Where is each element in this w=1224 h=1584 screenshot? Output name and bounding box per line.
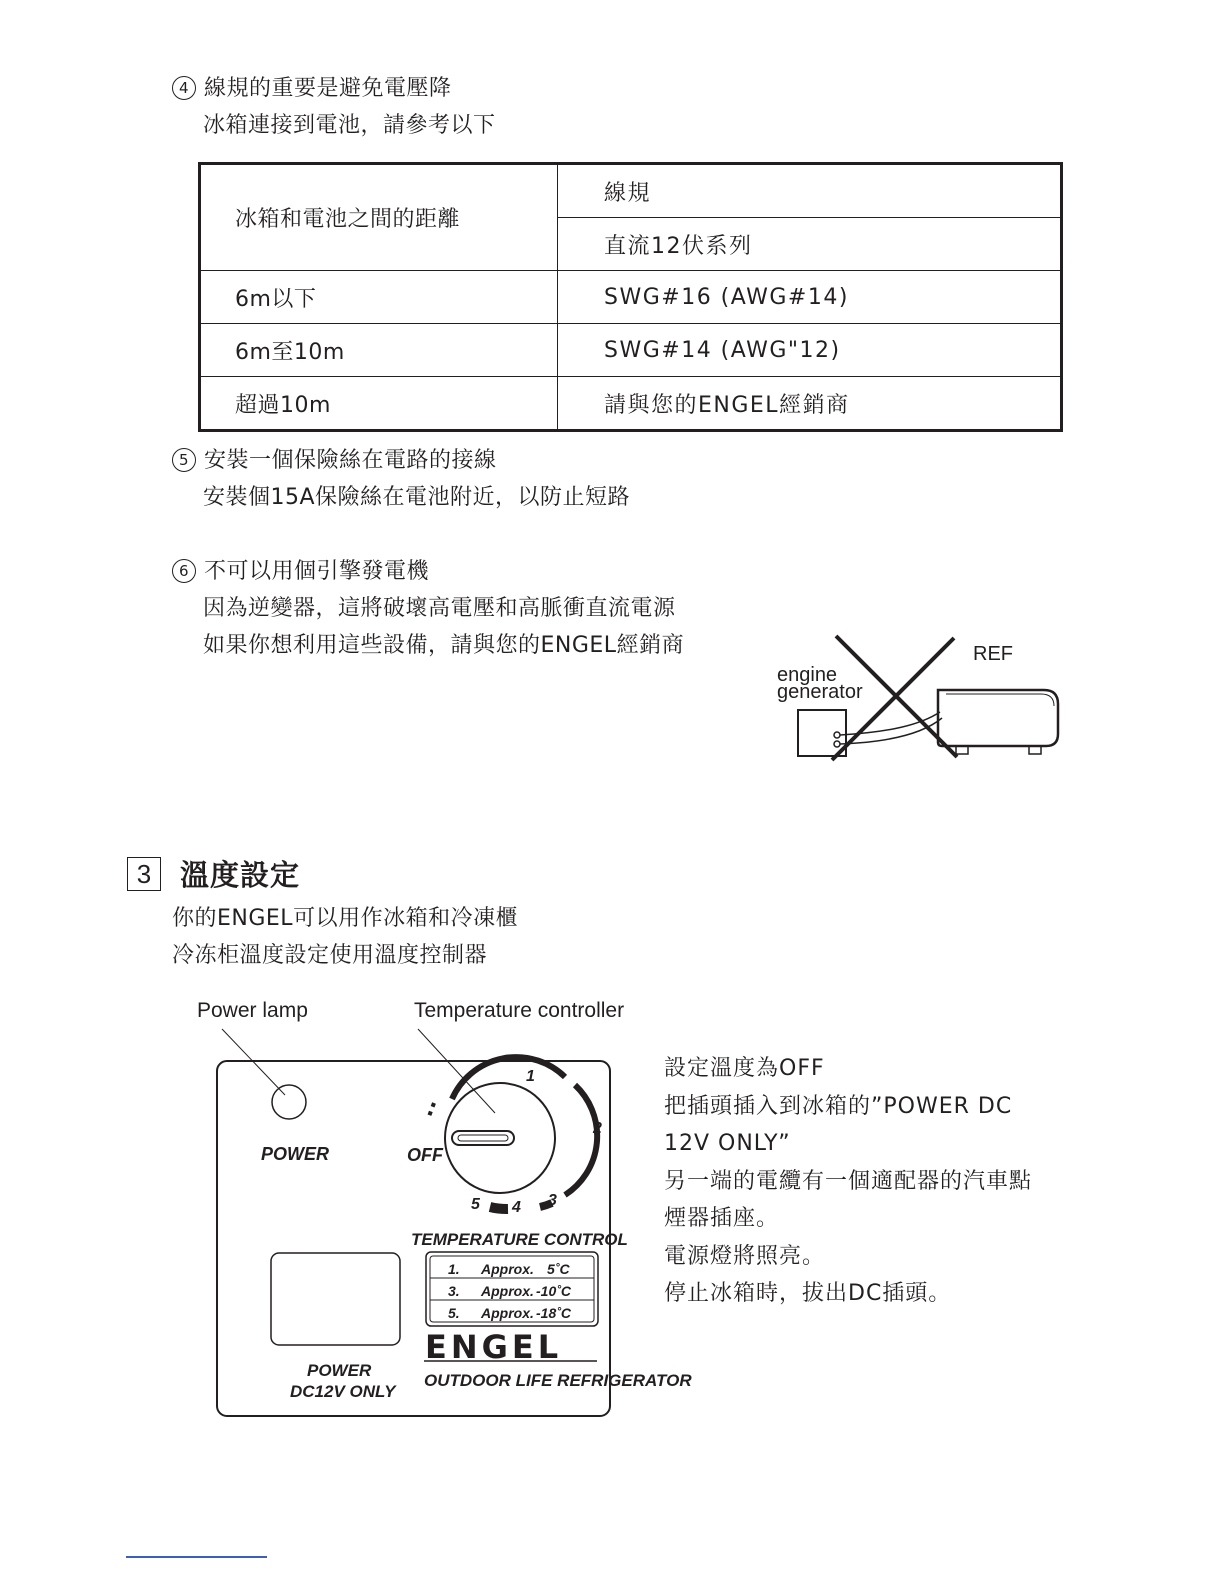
temperature-knob[interactable] [445,1083,555,1193]
approx-n: 5. [448,1305,460,1321]
temp-control-title: TEMPERATURE CONTROL [411,1230,628,1249]
item4-text: 冰箱連接到電池，請參考以下 [203,113,496,138]
approx-value: 5˚C [547,1261,570,1277]
table-row [200,271,1062,324]
off-label: OFF [407,1145,443,1165]
dial-mark: 3 [548,1192,557,1209]
item4-number: 4 [172,76,196,100]
section-title: 溫度設定 [180,858,301,892]
control-panel-diagram [190,995,692,1425]
instruction-line: 12V ONLY” [664,1131,791,1156]
table-header-dc12v: 直流12伏系列 [558,218,1062,271]
section-number: 3 [127,857,161,891]
approx-n: 3. [448,1283,460,1299]
instruction-line: 煙器插座。 [664,1206,780,1231]
dial-mark: 2 [593,1120,602,1137]
dial-mark: 5 [471,1196,480,1213]
socket-label: DC12V ONLY [290,1382,396,1401]
item6-number: 6 [172,559,196,583]
item6-heading: 6 不可以用個引擎發電機 [172,557,429,587]
item6-line2: 如果你想利用這些設備，請與您的ENGEL經銷商 [203,633,685,658]
power-socket[interactable] [271,1253,400,1345]
label-power-lamp: Power lamp [197,999,308,1022]
instructions [664,1050,1032,1313]
section3-line2: 冷冻柜溫度設定使用溫度控制器 [172,943,488,968]
instruction-line: 另一端的電纜有一個適配器的汽車點 [664,1168,1033,1194]
table-cell-distance: 超過10m [200,377,558,431]
approx-label: Approx. [481,1305,534,1321]
table-row [200,324,1062,377]
table-cell-gauge: 請與您的ENGEL經銷商 [558,377,1062,431]
label-ref: REF [973,643,1013,665]
instruction-line: 把插頭插入到冰箱的”POWER DC [664,1093,1013,1119]
table-cell-gauge: SWG#14 (AWG"12) [558,324,1062,377]
refrigerator-icon [938,690,1058,746]
brand-tagline: OUTDOOR LIFE REFRIGERATOR [424,1371,692,1390]
label-engine: engine [777,664,838,686]
item5-number: 5 [172,448,196,472]
table-cell-distance: 6m至10m [200,324,558,377]
approx-label: Approx. [481,1261,534,1277]
section3-line1: 你的ENGEL可以用作冰箱和冷凍櫃 [172,906,519,931]
power-lamp [272,1085,306,1119]
dial-mark: 4 [512,1199,521,1216]
power-label: POWER [261,1144,330,1164]
instruction-line: 電源燈將照亮。 [664,1243,826,1269]
item5-heading: 5 安裝一個保險絲在電路的接線 [172,446,497,476]
label-generator: generator [777,681,863,703]
instruction-line: 設定溫度為OFF [664,1056,825,1081]
label-temp-controller: Temperature controller [414,999,625,1022]
item4-heading: 4 線規的重要是避免電壓降 [172,74,452,104]
generator-diagram [770,630,1070,770]
approx-value: -10˚C [536,1283,572,1299]
table-cell-gauge: SWG#16 (AWG#14) [558,271,1062,324]
wire-gauge-table [198,162,1063,432]
knob-indicator [452,1131,514,1145]
table-row [200,377,1062,431]
item6-line1: 因為逆變器，這將破壞高電壓和高脈衝直流電源 [203,596,676,621]
item5-text: 安裝個15A保險絲在電池附近，以防止短路 [203,485,631,510]
brand-logo: ENGEL [425,1328,563,1366]
table-header-distance: 冰箱和電池之間的距離 [200,164,558,271]
approx-value: -18˚C [536,1305,572,1321]
dial-mark: 1 [526,1068,535,1085]
table-cell-distance: 6m以下 [200,271,558,324]
table-header-gauge: 線規 [558,164,1062,218]
approx-n: 1. [448,1261,460,1277]
socket-label: POWER [307,1361,372,1380]
instruction-line: 停止冰箱時，拔出DC插頭。 [664,1281,952,1306]
footer-divider [126,1556,267,1558]
approx-label: Approx. [481,1283,534,1299]
